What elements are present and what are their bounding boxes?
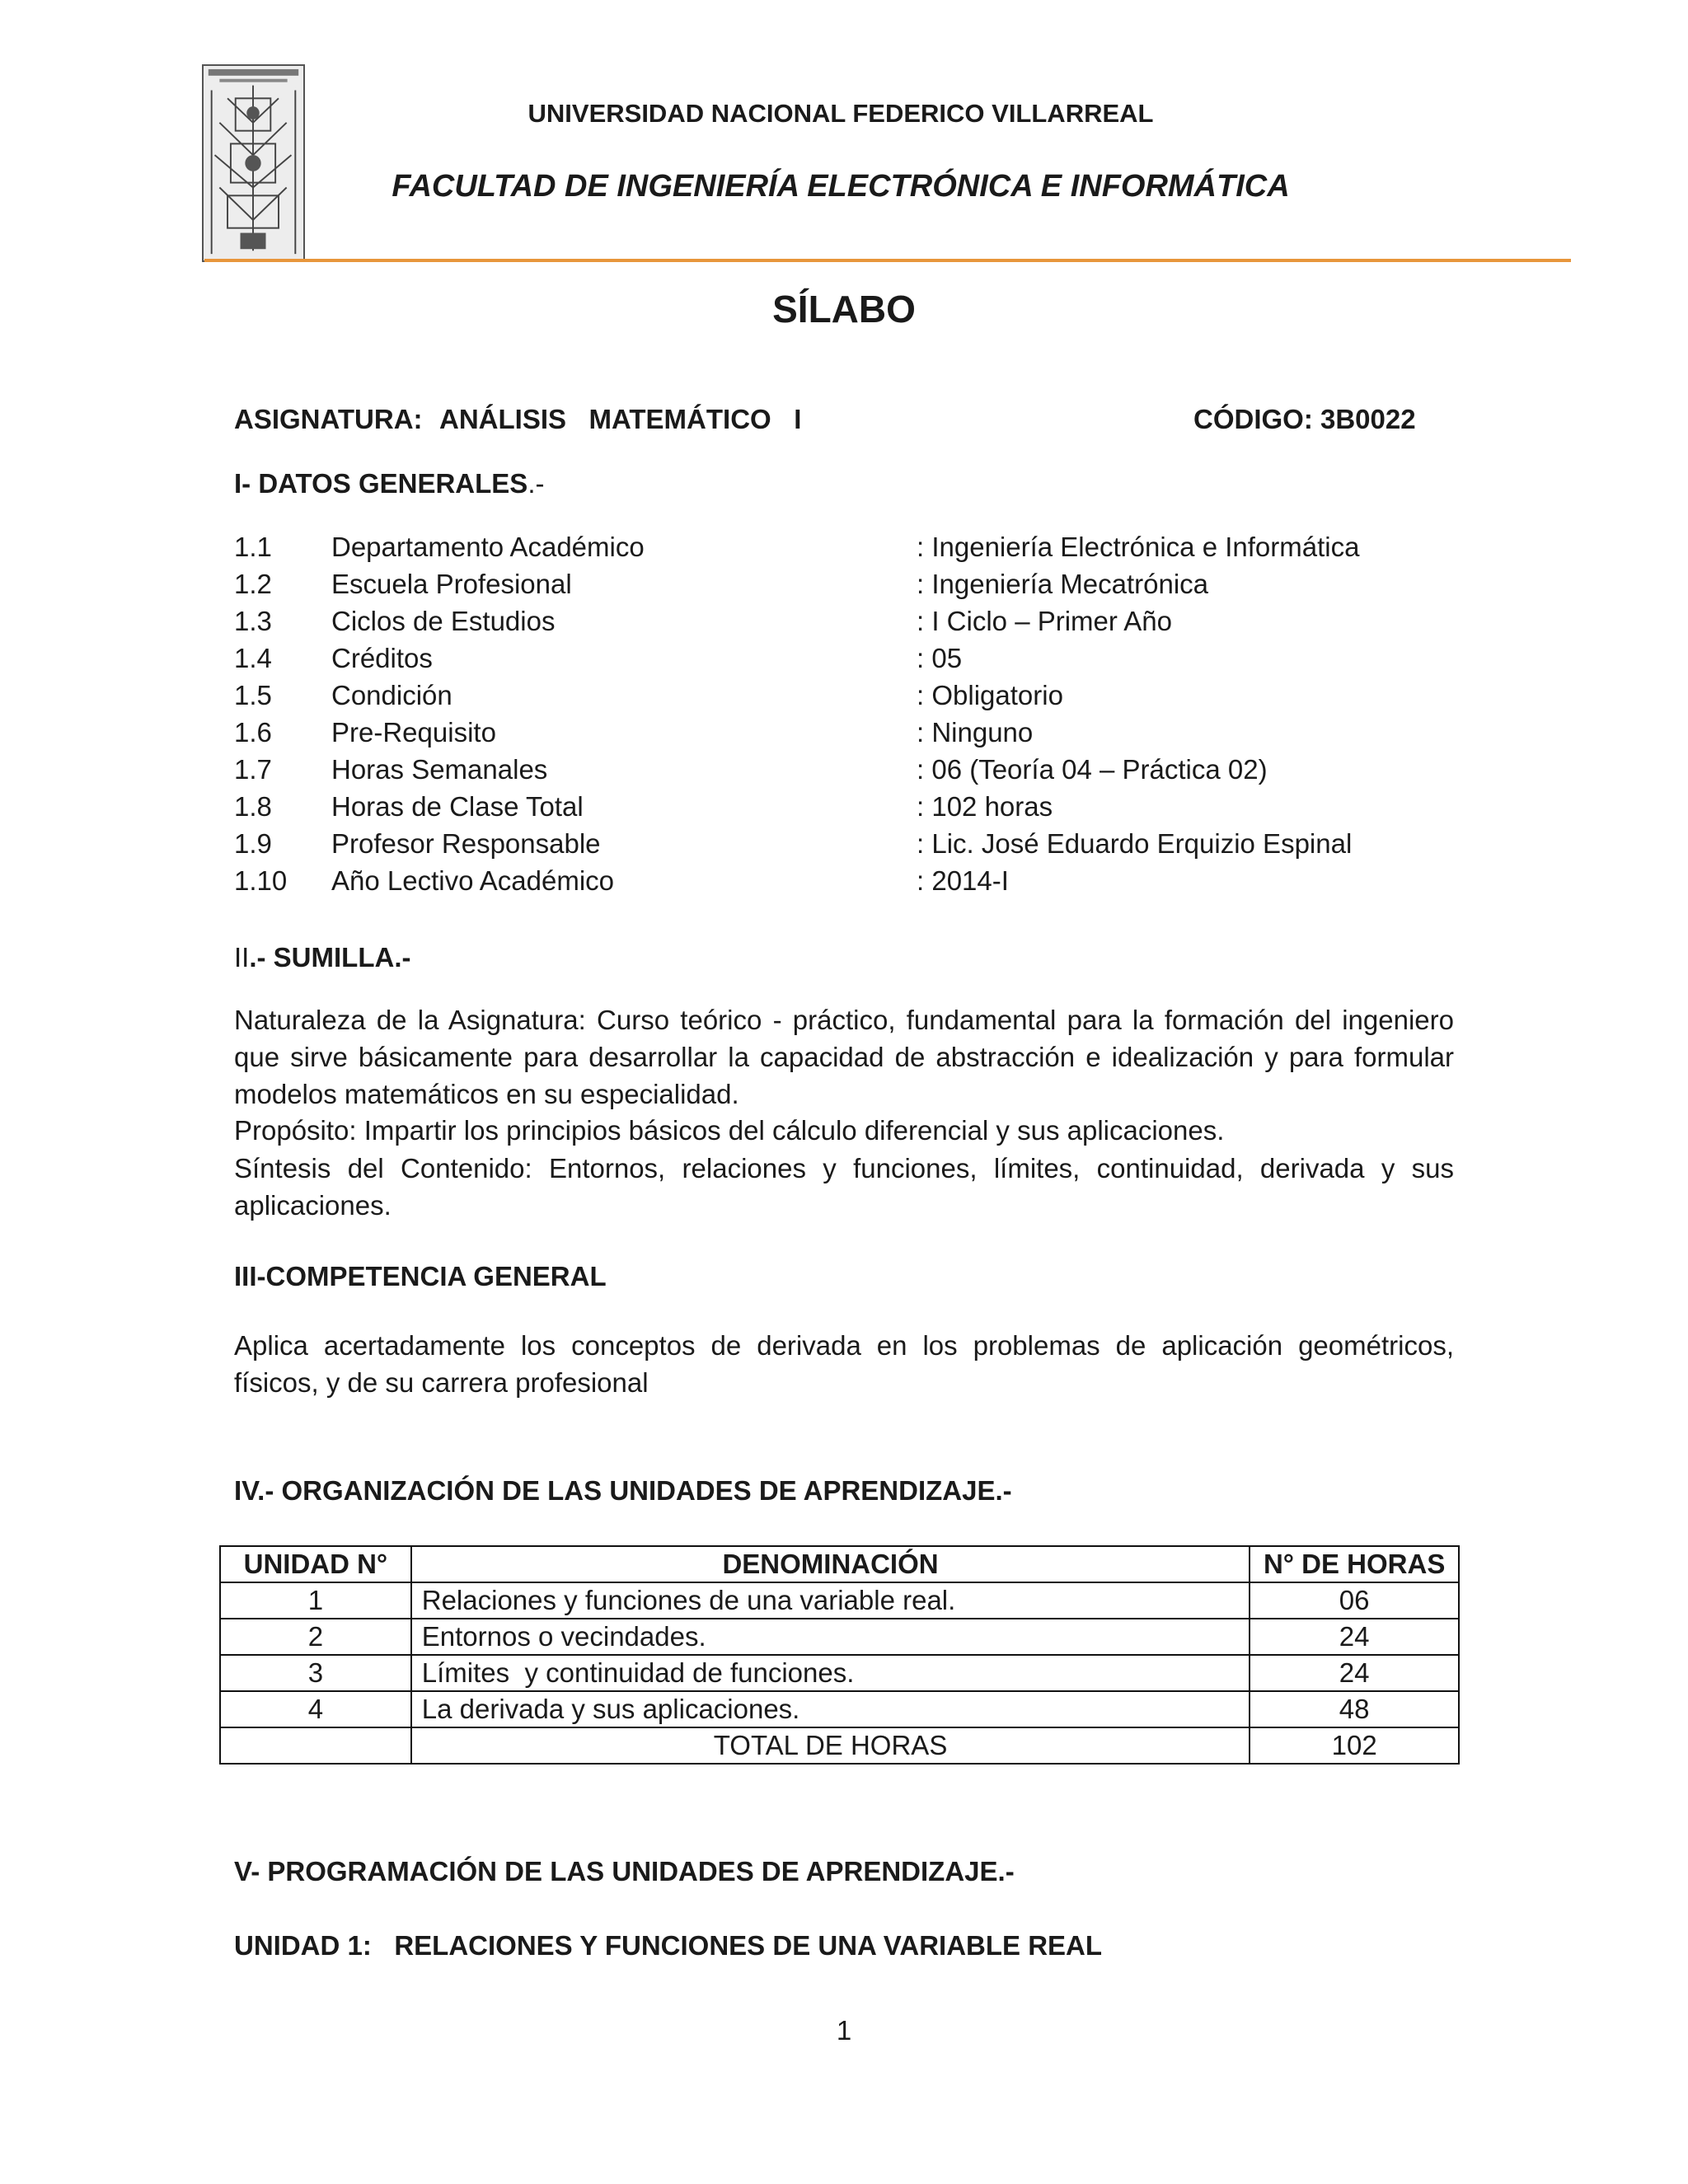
section-3-heading: III-COMPETENCIA GENERAL	[234, 1261, 607, 1291]
unit-number: 2	[220, 1619, 411, 1655]
row-number: 1.3	[234, 606, 272, 636]
unit-name: La derivada y sus aplicaciones.	[411, 1691, 1250, 1727]
course-code: CÓDIGO: 3B0022	[1193, 404, 1416, 434]
unit-name: Límites y continuidad de funciones.	[411, 1655, 1250, 1691]
row-number: 1.9	[234, 828, 272, 859]
table-row	[220, 1691, 1459, 1727]
unit-name: Entornos o vecindades.	[411, 1619, 1250, 1655]
row-value: : Ninguno	[917, 717, 1034, 748]
general-data-row	[234, 717, 1470, 754]
sumilla-paragraph-1: Naturaleza de la Asignatura: Curso teórico - práctico, fundamental para la formación del ingeniero que sirve básicamente para desarrollar la capacidad de abstracción e idealización y para formular modelos matemáticos en su especialidad.	[234, 1005, 1454, 1109]
general-data-row	[234, 865, 1470, 902]
row-number: 1.10	[234, 865, 288, 896]
section-2-title: .- SUMILLA.-	[249, 942, 411, 972]
row-value: : 05	[917, 643, 963, 673]
row-key: Departamento Académico	[331, 532, 645, 562]
row-value: : 06 (Teoría 04 – Práctica 02)	[917, 754, 1268, 785]
section-1-heading	[234, 468, 545, 499]
total-label: TOTAL DE HORAS	[411, 1727, 1250, 1764]
university-name: UNIVERSIDAD NACIONAL FEDERICO VILLARREAL	[528, 99, 1154, 128]
page-number: 1	[836, 2015, 852, 2046]
row-value: : 2014-I	[917, 865, 1009, 896]
row-number: 1.5	[234, 680, 272, 710]
unit-hours: 24	[1250, 1655, 1459, 1691]
section-2-heading	[234, 942, 410, 973]
course-label: ASIGNATURA:	[234, 404, 423, 434]
row-value: : I Ciclo – Primer Año	[917, 606, 1172, 636]
column-header: DENOMINACIÓN	[411, 1546, 1250, 1582]
table-total-row	[220, 1727, 1459, 1764]
row-key: Pre-Requisito	[331, 717, 496, 748]
general-data-row	[234, 606, 1470, 643]
row-value: : Obligatorio	[917, 680, 1063, 710]
unit-1-heading: UNIDAD 1: RELACIONES Y FUNCIONES DE UNA VARIABLE REAL	[234, 1930, 1103, 1961]
unit-hours: 24	[1250, 1619, 1459, 1655]
unit-number: 1	[220, 1582, 411, 1619]
general-data-row	[234, 643, 1470, 680]
row-value: : Ingeniería Mecatrónica	[917, 569, 1209, 599]
row-value: : 102 horas	[917, 791, 1053, 822]
row-key: Horas de Clase Total	[331, 791, 584, 822]
general-data-row	[234, 569, 1470, 606]
row-number: 1.6	[234, 717, 272, 748]
unit-hours: 48	[1250, 1691, 1459, 1727]
general-data-row	[234, 791, 1470, 828]
section-2-prefix: II	[234, 942, 250, 972]
total-hours: 102	[1250, 1727, 1459, 1764]
sumilla-paragraph-2: Propósito: Impartir los principios básicos del cálculo diferencial y sus aplicaciones.	[234, 1115, 1225, 1146]
section-1-suffix: .-	[528, 468, 545, 499]
general-data-row	[234, 828, 1470, 865]
column-header: N° DE HORAS	[1250, 1546, 1459, 1582]
table-row	[220, 1619, 1459, 1655]
row-number: 1.8	[234, 791, 272, 822]
competencia-paragraph: Aplica acertadamente los conceptos de derivada en los problemas de aplicación geométricos, físicos, y de su carrera profesional	[234, 1330, 1454, 1398]
unit-hours: 06	[1250, 1582, 1459, 1619]
header-divider	[204, 259, 1571, 262]
faculty-name: FACULTAD DE INGENIERÍA ELECTRÓNICA E INFORMÁTICA	[392, 169, 1290, 204]
course-name: ANÁLISIS MATEMÁTICO I	[439, 404, 802, 434]
row-number: 1.1	[234, 532, 272, 562]
table-row	[220, 1655, 1459, 1691]
table-header-row	[220, 1546, 1459, 1582]
page-title: SÍLABO	[772, 288, 916, 330]
row-number: 1.4	[234, 643, 272, 673]
university-crest-icon	[202, 64, 305, 262]
unit-number: 4	[220, 1691, 411, 1727]
general-data-row	[234, 754, 1470, 791]
row-key: Horas Semanales	[331, 754, 548, 785]
row-value: : Lic. José Eduardo Erquizio Espinal	[917, 828, 1353, 859]
general-data-row	[234, 532, 1470, 569]
unit-number: 3	[220, 1655, 411, 1691]
section-4-heading: IV.- ORGANIZACIÓN DE LAS UNIDADES DE APRENDIZAJE.-	[234, 1475, 1012, 1506]
section-5-heading: V- PROGRAMACIÓN DE LAS UNIDADES DE APRENDIZAJE.-	[234, 1856, 1015, 1886]
sumilla-paragraph-3: Síntesis del Contenido: Entornos, relaciones y funciones, límites, continuidad, derivada y sus aplicaciones.	[234, 1153, 1454, 1221]
row-key: Condición	[331, 680, 452, 710]
units-table	[219, 1545, 1460, 1765]
section-1-title: I- DATOS GENERALES	[234, 468, 528, 499]
table-row	[220, 1582, 1459, 1619]
row-number: 1.7	[234, 754, 272, 785]
unit-name: Relaciones y funciones de una variable real.	[411, 1582, 1250, 1619]
row-key: Profesor Responsable	[331, 828, 601, 859]
row-value: : Ingeniería Electrónica e Informática	[917, 532, 1360, 562]
column-header: UNIDAD N°	[220, 1546, 411, 1582]
general-data-row	[234, 680, 1470, 717]
empty-cell	[220, 1727, 411, 1764]
row-key: Créditos	[331, 643, 433, 673]
row-number: 1.2	[234, 569, 272, 599]
row-key: Año Lectivo Académico	[331, 865, 615, 896]
row-key: Ciclos de Estudios	[331, 606, 556, 636]
row-key: Escuela Profesional	[331, 569, 572, 599]
